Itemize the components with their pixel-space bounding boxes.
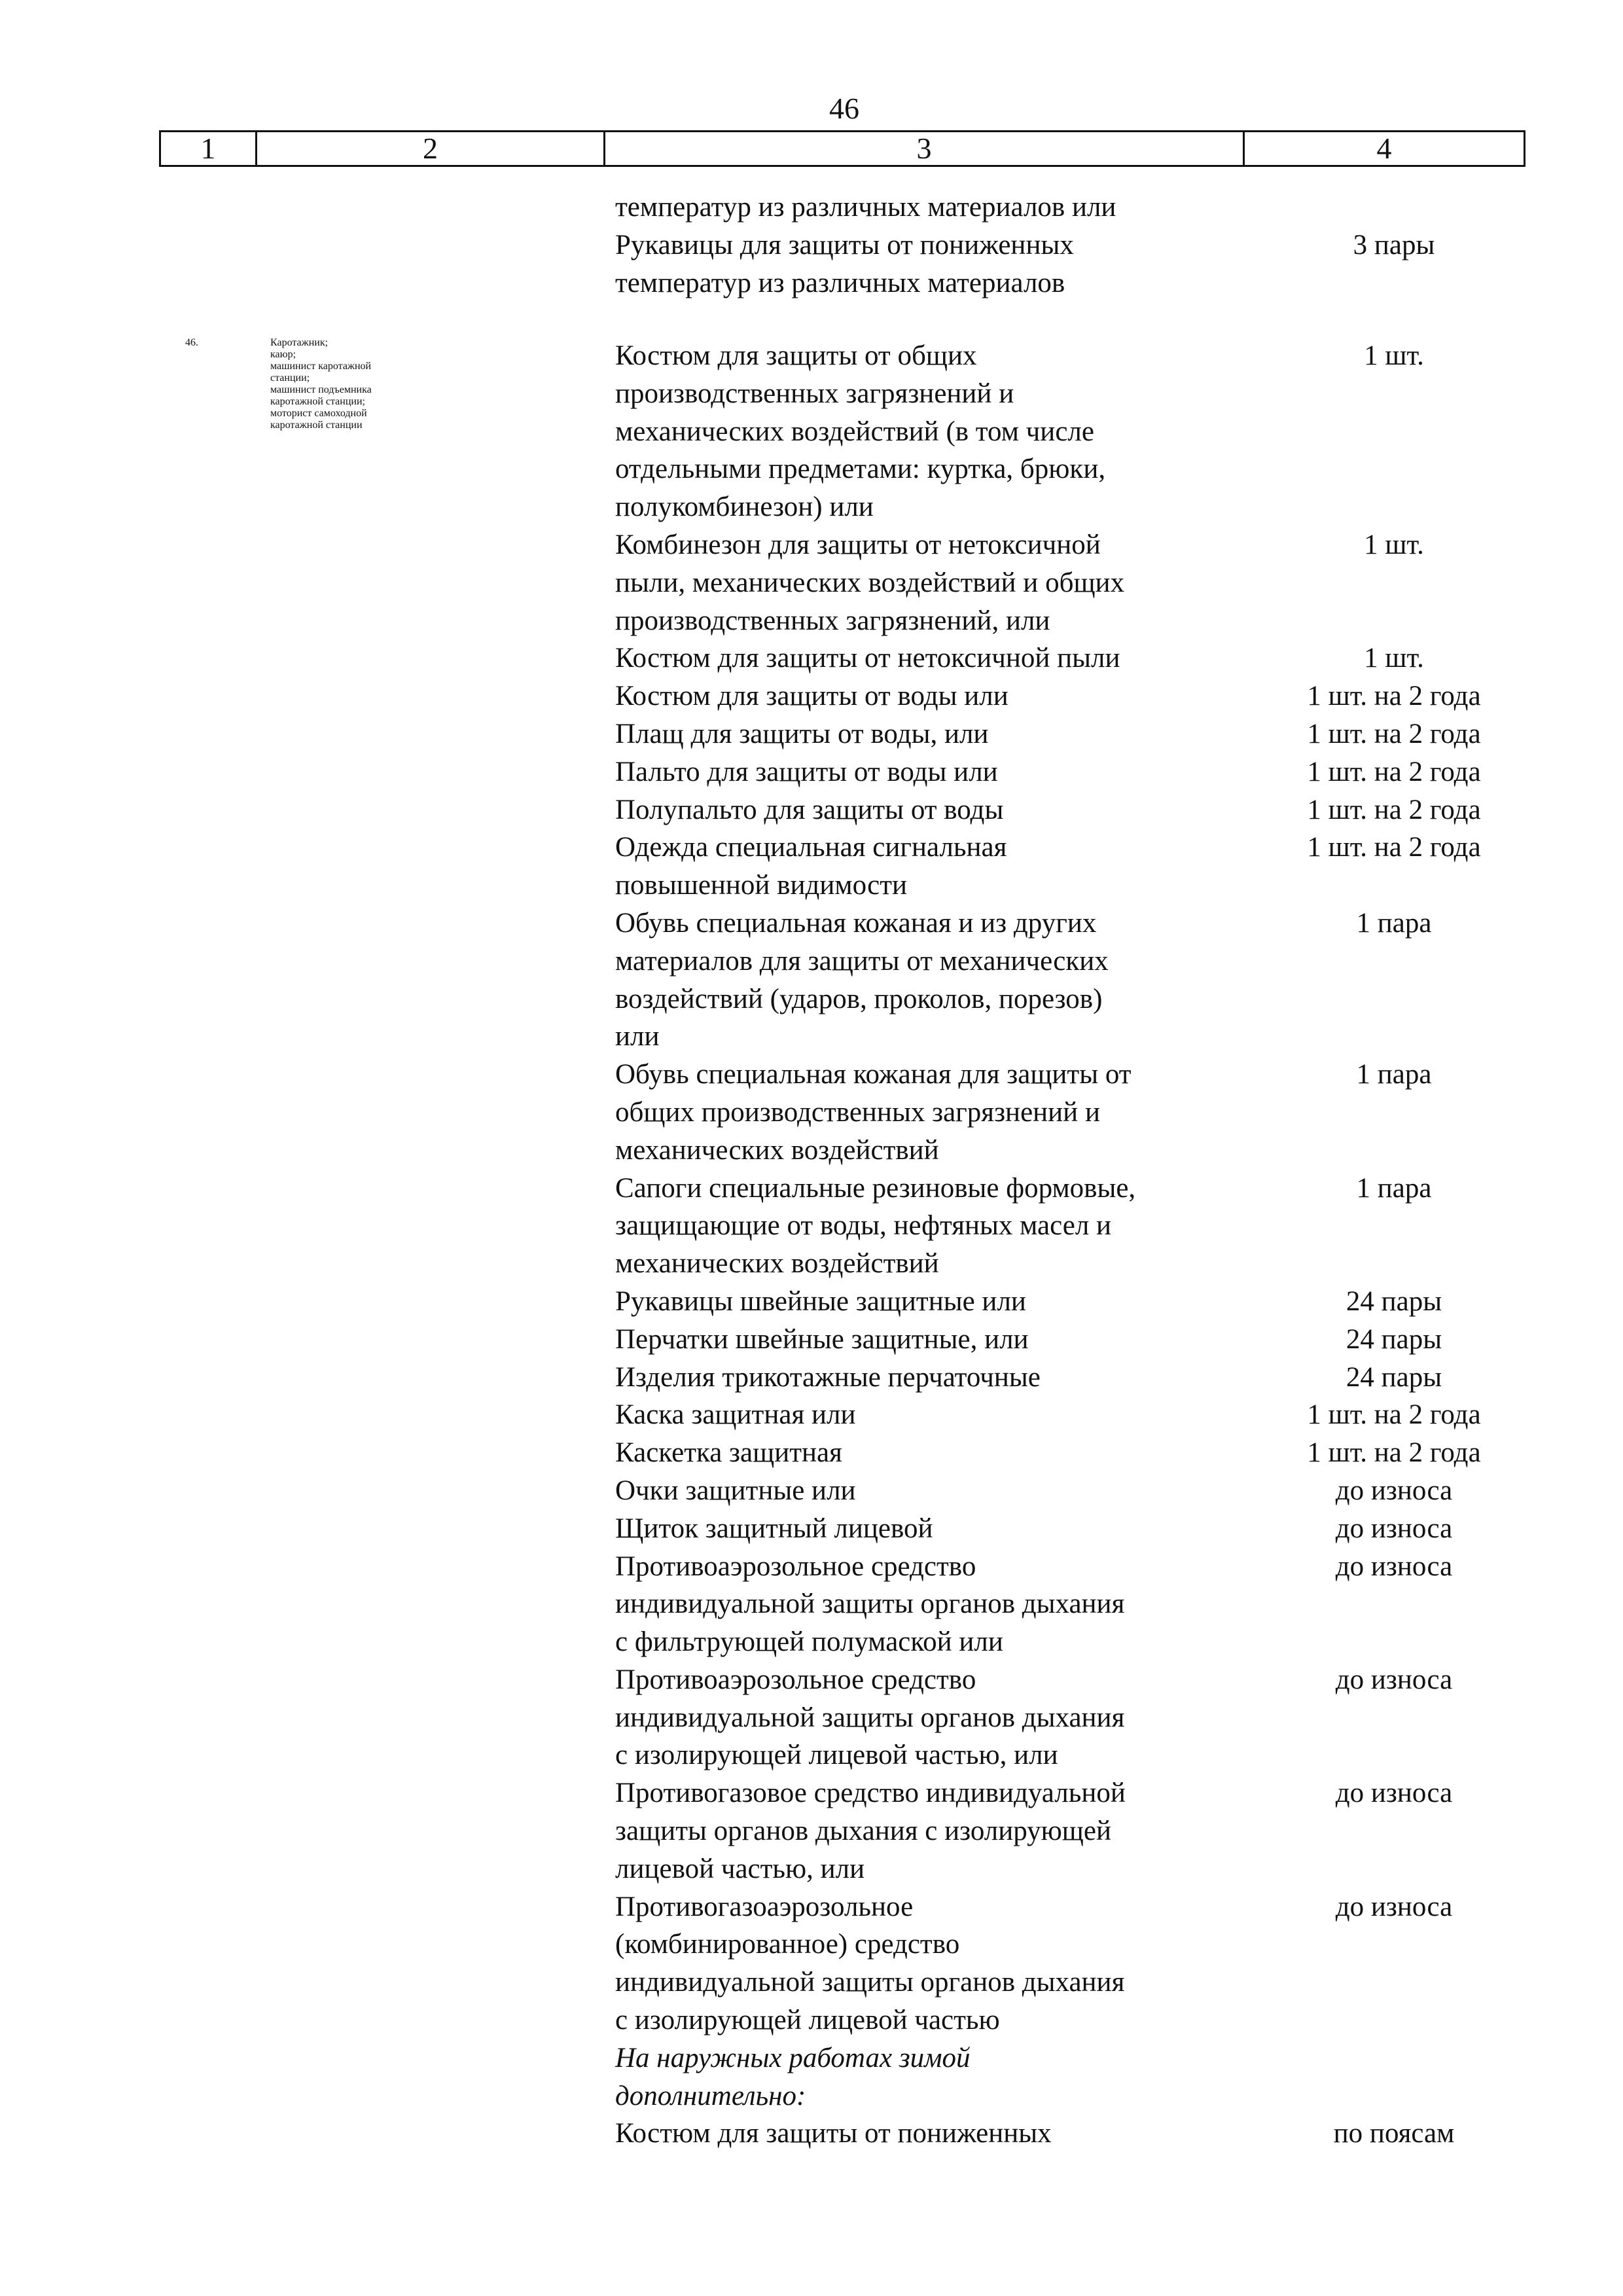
occupation-line: машинист каротажной: [270, 361, 372, 372]
item-line: механических воздействий (в том числе: [615, 416, 1094, 447]
item-quantity: 1 шт. на 2 года: [1307, 756, 1481, 787]
item-quantity: 1 шт. на 2 года: [1307, 794, 1481, 825]
entry-46: [0, 337, 1623, 2153]
item-quantity: до износа: [1335, 1475, 1453, 1506]
equipment-item: [0, 2115, 1623, 2153]
item-description: [615, 1321, 1243, 1359]
equipment-item: [0, 1170, 1623, 1283]
item-line: Рукавицы швейные защитные или: [615, 1285, 1026, 1317]
item-description: [615, 1774, 1243, 1888]
item-line: Костюм для защиты от общих: [615, 340, 977, 371]
item-quantity: 1 шт. на 2 года: [1307, 1437, 1481, 1469]
item-description: [615, 1359, 1243, 1397]
item-description: [615, 905, 1243, 1056]
item-line: повышенной видимости: [615, 870, 908, 901]
equipment-item: [0, 1283, 1623, 1321]
item-line: общих производственных загрязнений и: [615, 1096, 1100, 1128]
item-line: Противогазоаэрозольное: [615, 1891, 914, 1922]
item-line: воздействий (ударов, проколов, порезов): [615, 983, 1103, 1014]
item-line: дополнительно:: [615, 2080, 806, 2111]
item-line: Сапоги специальные резиновые формовые,: [615, 1172, 1136, 1204]
entry-number: 46.: [185, 337, 198, 348]
item-quantity: до износа: [1335, 1513, 1453, 1544]
item-description: [615, 526, 1243, 639]
item-line: с изолирующей лицевой частью: [615, 2005, 1000, 2036]
equipment-item: [0, 1359, 1623, 1397]
equipment-item: [0, 1472, 1623, 1510]
item-description: [615, 639, 1243, 677]
item-quantity: 1 шт.: [1364, 529, 1424, 560]
item-description: [615, 337, 1243, 526]
item-line: Очки защитные или: [615, 1475, 856, 1506]
item-description: [615, 188, 1243, 302]
item-line: материалов для защиты от механических: [615, 945, 1109, 977]
equipment-item: [0, 1661, 1623, 1774]
equipment-item: [0, 2039, 1623, 2115]
item-quantity: до износа: [1335, 1778, 1453, 1809]
item-quantity: 1 пара: [1356, 907, 1432, 939]
equipment-item: [0, 715, 1623, 753]
equipment-item: [0, 526, 1623, 639]
equipment-item: [0, 639, 1623, 677]
equipment-item: [0, 1434, 1623, 1472]
item-list: [0, 337, 1623, 2153]
item-line: лицевой частью, или: [615, 1853, 865, 1884]
item-line: Противоаэрозольное средство: [615, 1551, 976, 1582]
equipment-item: [0, 1510, 1623, 1548]
continuation-row: [0, 188, 1623, 302]
equipment-item: [0, 791, 1623, 829]
item-line: индивидуальной защиты органов дыхания: [615, 1967, 1125, 1998]
item-quantity: 1 пара: [1356, 1172, 1432, 1204]
item-line: Костюм для защиты от воды или: [615, 681, 1008, 712]
item-quantity: до износа: [1335, 1664, 1453, 1695]
item-description: [615, 829, 1243, 905]
occupation-line: каротажной станции;: [270, 396, 365, 407]
item-quantity: 24 пары: [1346, 1285, 1442, 1317]
equipment-item: [0, 1056, 1623, 1169]
item-quantity: 1 пара: [1356, 1059, 1432, 1090]
occupation-line: станции;: [270, 372, 310, 384]
item-quantity: 3 пары: [1353, 229, 1435, 260]
item-line: производственных загрязнений, или: [615, 605, 1050, 636]
equipment-item: [0, 1888, 1623, 2039]
item-line: с фильтрующей полумаской или: [615, 1626, 1003, 1658]
item-description: [615, 677, 1243, 715]
item-line: индивидуальной защиты органов дыхания: [615, 1702, 1125, 1733]
item-description: [615, 753, 1243, 791]
section-note: [615, 2039, 1243, 2115]
item-line: температур из различных материалов или: [615, 192, 1116, 223]
item-line: механических воздействий: [615, 1248, 939, 1280]
item-quantity: 1 шт. на 2 года: [1307, 1399, 1481, 1431]
item-line: индивидуальной защиты органов дыхания: [615, 1588, 1125, 1620]
item-quantity: 1 шт.: [1364, 340, 1424, 371]
item-line: Плащ для защиты от воды, или: [615, 718, 989, 749]
item-line: (комбинированное) средство: [615, 1929, 960, 1960]
item-description: [615, 1396, 1243, 1434]
column-header-4: 4: [1376, 132, 1392, 165]
item-line: с изолирующей лицевой частью, или: [615, 1740, 1058, 1771]
equipment-item: [0, 829, 1623, 905]
equipment-item: [0, 905, 1623, 1056]
item-description: [615, 1472, 1243, 1510]
item-description: [615, 1056, 1243, 1169]
item-description: [615, 1170, 1243, 1283]
item-line: производственных загрязнений и: [615, 378, 1014, 409]
item-line: Каскетка защитная: [615, 1437, 842, 1469]
equipment-item: [0, 1774, 1623, 1888]
occupation-line: каротажной станции: [270, 420, 363, 431]
item-line: Щиток защитный лицевой: [615, 1513, 933, 1544]
occupation-line: машинист подъемника: [270, 384, 372, 395]
equipment-item: [0, 753, 1623, 791]
item-line: защищающие от воды, нефтяных масел и: [615, 1210, 1112, 1242]
item-line: Изделия трикотажные перчаточные: [615, 1361, 1041, 1393]
item-quantity: 1 шт. на 2 года: [1307, 718, 1481, 749]
item-line: Каска защитная или: [615, 1399, 856, 1431]
item-quantity: 1 шт. на 2 года: [1307, 681, 1481, 712]
item-line: Пальто для защиты от воды или: [615, 756, 998, 787]
item-line: Рукавицы для защиты от пониженных: [615, 229, 1074, 260]
column-header-row: [159, 130, 1525, 167]
item-line: температур из различных материалов: [615, 267, 1065, 298]
equipment-item: [0, 1321, 1623, 1359]
item-description: [615, 715, 1243, 753]
item-quantity: до износа: [1335, 1891, 1453, 1922]
item-description: [615, 1510, 1243, 1548]
equipment-item: [0, 677, 1623, 715]
page-number: 46: [829, 92, 859, 125]
column-header-1: 1: [161, 132, 257, 165]
occupation-line: каюр;: [270, 349, 296, 360]
item-line: Перчатки швейные защитные, или: [615, 1323, 1029, 1355]
item-line: Противогазовое средство индивидуальной: [615, 1778, 1126, 1809]
occupation-line: моторист самоходной: [270, 408, 367, 419]
item-line: Обувь специальная кожаная для защиты от: [615, 1059, 1132, 1090]
item-quantity: 24 пары: [1346, 1323, 1442, 1355]
item-quantity: 1 шт. на 2 года: [1307, 832, 1481, 863]
column-header-3: 3: [605, 132, 1245, 165]
equipment-item: [0, 1396, 1623, 1434]
item-line: Комбинезон для защиты от нетоксичной: [615, 529, 1101, 560]
item-line: Костюм для защиты от нетоксичной пыли: [615, 643, 1120, 674]
item-quantity: до износа: [1335, 1551, 1453, 1582]
item-line: Обувь специальная кожаная и из других: [615, 907, 1097, 939]
continuation-item: [0, 188, 1623, 302]
item-description: [615, 1283, 1243, 1321]
item-line: Противоаэрозольное средство: [615, 1664, 976, 1695]
item-description: [615, 1661, 1243, 1774]
item-quantity: 1 шт.: [1364, 643, 1424, 674]
item-quantity: 24 пары: [1346, 1361, 1442, 1393]
item-line: пыли, механических воздействий и общих: [615, 567, 1125, 598]
equipment-item: [0, 1548, 1623, 1661]
item-description: [615, 1548, 1243, 1661]
item-quantity: по поясам: [1333, 2118, 1455, 2149]
item-line: механических воздействий: [615, 1134, 939, 1166]
equipment-item: [0, 337, 1623, 526]
item-line: На наружных работах зимой: [615, 2042, 971, 2073]
item-line: полукомбинезон) или: [615, 492, 874, 523]
item-line: Одежда специальная сигнальная: [615, 832, 1007, 863]
column-header-2: 2: [257, 132, 605, 165]
item-description: [615, 791, 1243, 829]
occupation-line: Каротажник;: [270, 337, 329, 348]
item-description: [615, 2115, 1243, 2153]
item-line: или: [615, 1021, 660, 1052]
item-line: отдельными предметами: куртка, брюки,: [615, 454, 1106, 485]
item-description: [615, 1888, 1243, 2039]
item-line: защиты органов дыхания с изолирующей: [615, 1816, 1112, 1847]
item-line: Костюм для защиты от пониженных: [615, 2118, 1052, 2149]
item-description: [615, 1434, 1243, 1472]
item-line: Полупальто для защиты от воды: [615, 794, 1004, 825]
